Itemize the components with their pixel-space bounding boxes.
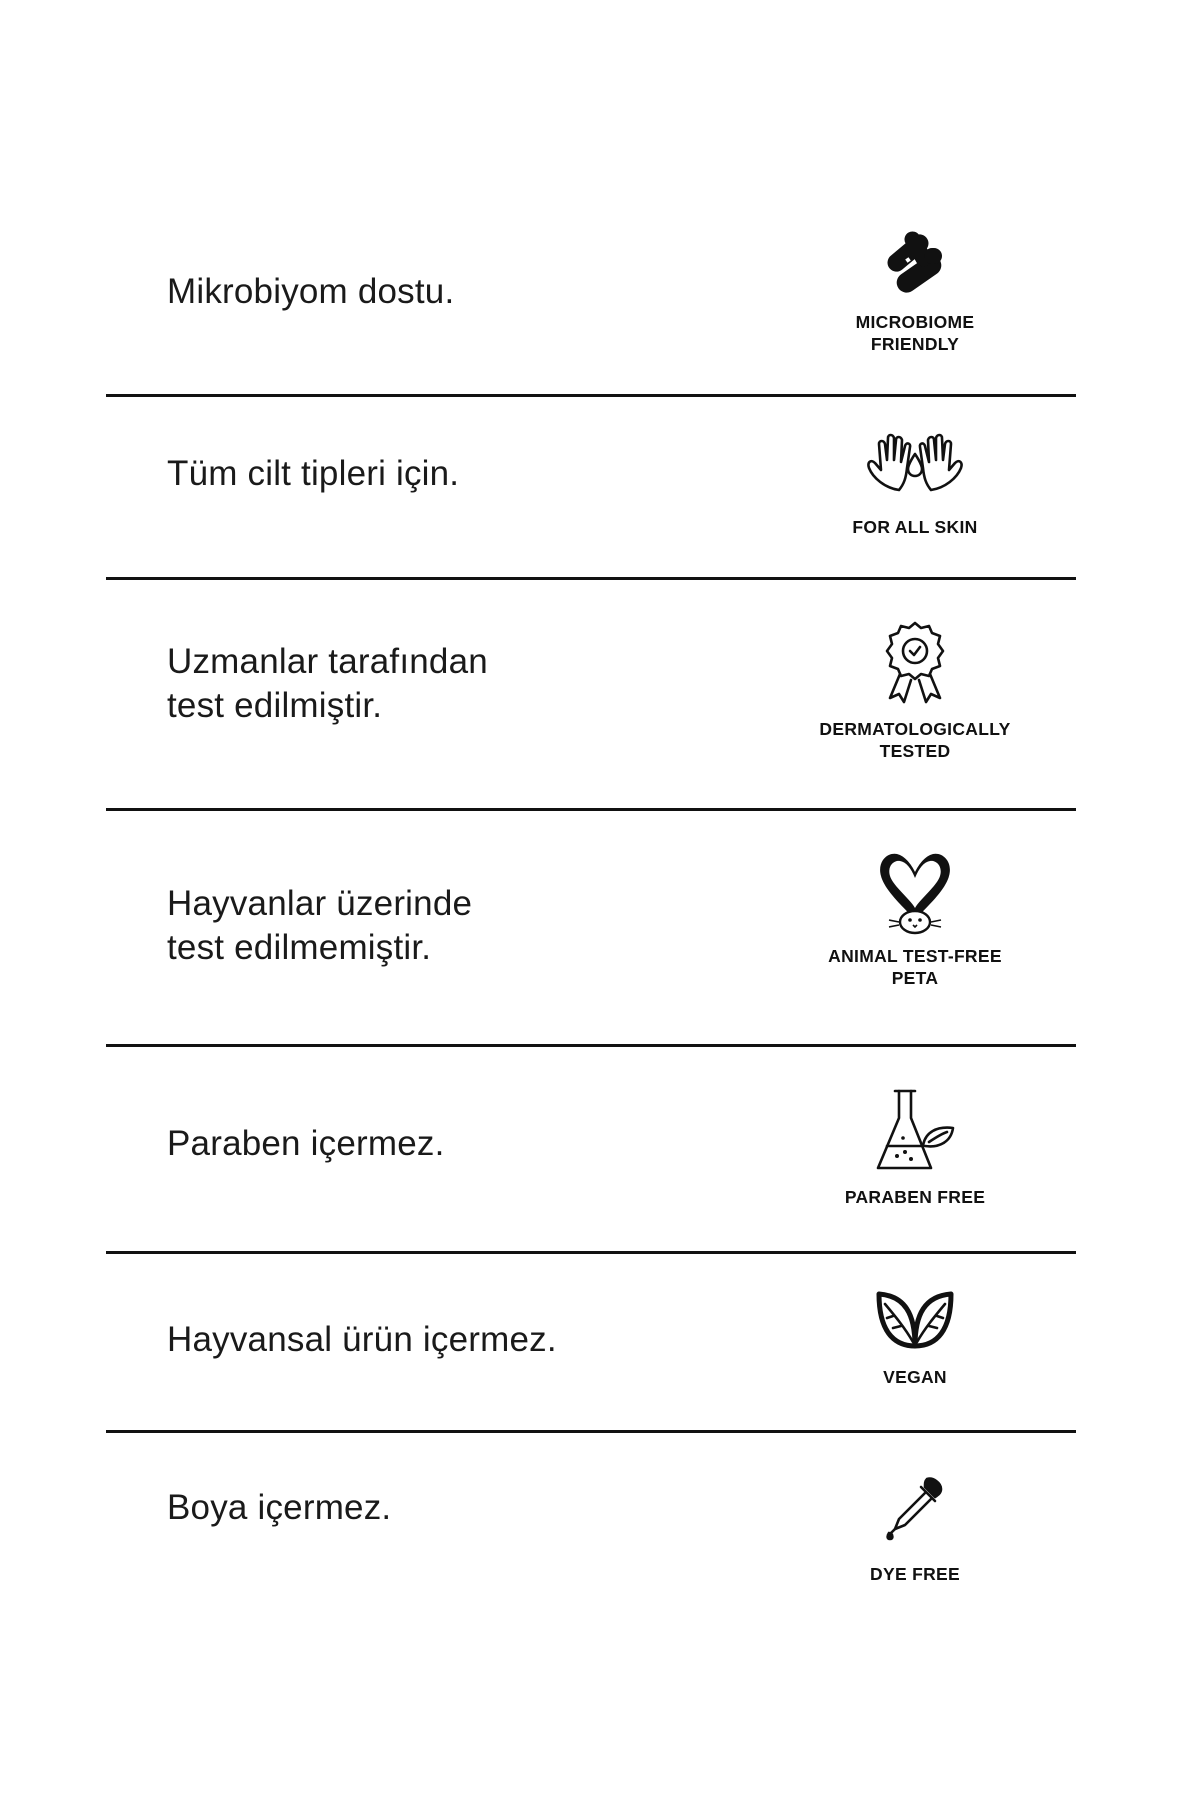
badge [815, 1290, 1015, 1388]
hands-drop-icon [863, 432, 967, 496]
feature-text [167, 1318, 557, 1362]
badge-label-line: FRIENDLY [870, 334, 960, 354]
feature-text [167, 882, 472, 970]
feature-text [167, 452, 459, 496]
feature-text [167, 1122, 445, 1166]
divider [106, 394, 1076, 397]
divider [106, 577, 1076, 580]
feature-text-line: Tüm cilt tipleri için. [167, 454, 460, 493]
badge-label-line: ANIMAL TEST-FREE [828, 946, 1002, 966]
flask-leaf-icon [873, 1088, 957, 1172]
feature-text [167, 640, 488, 728]
badge-label-line: DYE FREE [870, 1564, 960, 1584]
badge [815, 1475, 1015, 1585]
feature-text-line: Uzmanlar tarafından [167, 642, 488, 681]
feature-text-line: test edilmemiştir. [167, 928, 432, 967]
badge [815, 432, 1015, 538]
divider [106, 1430, 1076, 1433]
divider [106, 1044, 1076, 1047]
microbiome-icon [880, 228, 950, 298]
badge [815, 228, 1015, 355]
award-ribbon-icon [882, 620, 948, 704]
feature-text-line: Paraben içermez. [167, 1124, 445, 1163]
badge-label-line: MICROBIOME [855, 312, 975, 332]
leaves-icon [875, 1290, 955, 1350]
badge-label-line: PARABEN FREE [844, 1187, 986, 1207]
badge [815, 850, 1015, 989]
feature-text-line: Boya içermez. [167, 1488, 392, 1527]
feature-text [167, 1486, 391, 1530]
badge-label-line: PETA [891, 968, 939, 988]
feature-text-line: test edilmiştir. [167, 686, 383, 725]
divider [106, 1251, 1076, 1254]
badge [815, 620, 1015, 762]
feature-text [167, 270, 454, 314]
feature-text-line: Hayvansal ürün içermez. [167, 1320, 557, 1359]
badge-label-line: TESTED [879, 741, 951, 761]
badge [815, 1088, 1015, 1208]
badge-label-line: DERMATOLOGICALLY [819, 719, 1011, 739]
dropper-icon [883, 1475, 947, 1541]
divider [106, 808, 1076, 811]
badge-label-line: FOR ALL SKIN [852, 517, 978, 537]
feature-text-line: Hayvanlar üzerinde [167, 884, 473, 923]
feature-text-line: Mikrobiyom dostu. [167, 272, 455, 311]
bunny-heart-icon [875, 850, 955, 938]
badge-label-line: VEGAN [883, 1367, 947, 1387]
